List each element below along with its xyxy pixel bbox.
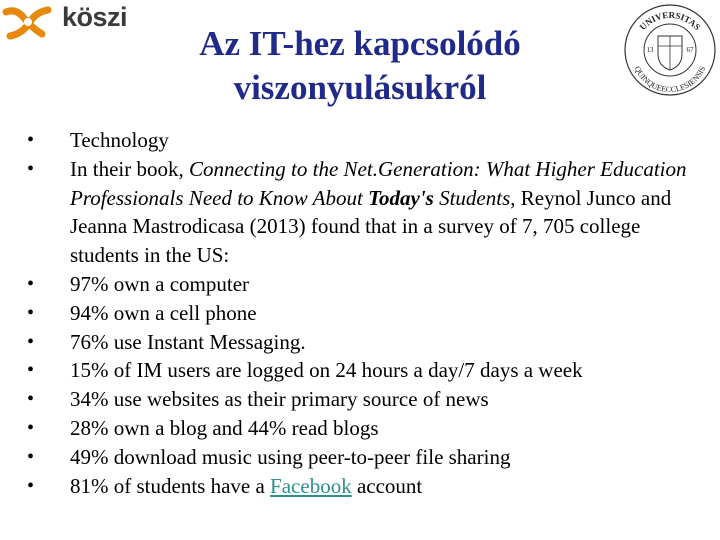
bullet-icon: • <box>27 330 35 353</box>
list-item <box>22 155 712 270</box>
list-item <box>22 356 712 385</box>
koszi-logo-icon <box>2 4 60 40</box>
list-item <box>22 472 712 501</box>
seal-year-right: 67 <box>686 46 694 54</box>
list-item <box>22 443 712 472</box>
list-item <box>22 328 712 357</box>
book-title-bold: Today's <box>368 185 434 210</box>
bullet-text-prefix: 81% of students have a <box>70 473 271 498</box>
bullet-text-suffix: account <box>351 473 423 498</box>
bullet-text: 76% use Instant Messaging. <box>70 329 306 354</box>
bullet-text: 28% own a blog and 44% read blogs <box>70 415 379 440</box>
facebook-link[interactable]: Facebook <box>270 473 352 498</box>
seal-bottom-text: QUINQUEECCLESIENSIS <box>632 64 708 95</box>
bullet-icon: • <box>27 388 35 411</box>
book-title-subtitle: : What Higher Education Professionals Need to Know About <box>70 156 687 210</box>
bullet-text: 15% of IM users are logged on 24 hours a day/7 days a week <box>70 358 583 383</box>
slide-title-line-2: viszonyulásukról <box>233 68 487 107</box>
bullet-icon: • <box>27 359 35 382</box>
list-item <box>22 126 712 155</box>
bullet-text: 49% download music using peer-to-peer file sharing <box>70 444 511 469</box>
bullet-text: 97% own a computer <box>70 271 250 296</box>
slide-title <box>140 22 580 110</box>
book-title-part-1: Connecting to the Net.Generation <box>188 156 474 181</box>
bullet-text-suffix: , Reynol Junco and Jeanna Mastrodicasa (2013) found that in a survey of 7, 705 college students in the US: <box>70 185 672 268</box>
seal-year-left: 13 <box>646 46 654 54</box>
bullet-icon: • <box>27 474 35 497</box>
bullet-list <box>22 126 712 500</box>
slide-title-line-1: Az IT-hez kapcsolódó <box>199 24 521 63</box>
bullet-icon: • <box>27 272 35 295</box>
book-title-part-2: Students <box>433 185 511 210</box>
seal-top-text: UNIVERSITAS <box>637 9 703 33</box>
bullet-icon: • <box>27 301 35 324</box>
list-item <box>22 414 712 443</box>
bullet-icon: • <box>27 129 35 151</box>
svg-text:UNIVERSITAS <box>638 10 703 32</box>
bullet-icon: • <box>27 157 35 180</box>
bullet-text: 34% use websites as their primary source of news <box>70 387 489 412</box>
list-item <box>22 270 712 299</box>
university-seal-icon <box>620 0 720 100</box>
bullet-text-prefix: In their book, <box>70 156 189 181</box>
list-item <box>22 299 712 328</box>
bullet-text: Technology <box>70 128 169 152</box>
logo-text: köszi <box>62 2 128 32</box>
bullet-icon: • <box>27 445 35 468</box>
koszi-logo <box>0 0 130 42</box>
list-item <box>22 385 712 414</box>
bullet-icon: • <box>27 416 35 439</box>
bullet-text: 94% own a cell phone <box>70 300 257 325</box>
